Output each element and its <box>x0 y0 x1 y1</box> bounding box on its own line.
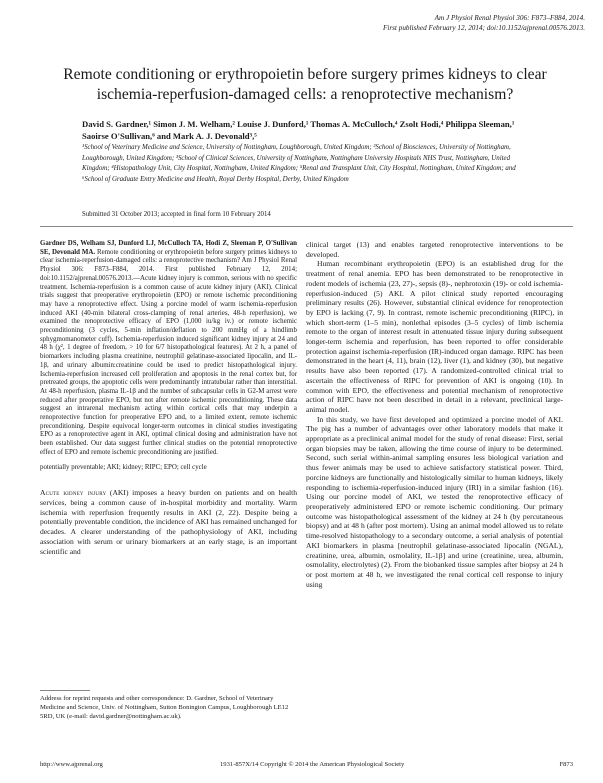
abstract-lead: Gardner DS, Welham SJ, Dunford LJ, McCulloch TA, Hodi Z, Sleeman P, O'Sullivan SE, Devonald MA. <box>40 240 297 256</box>
body-paragraph-2: Human recombinant erythropoietin (EPO) is an established drug for the treatment of renal anemia. EPO has been demonstrated to be renoprotective in rodent models of ischemia (23, 27)-, sepsis (8)-, nephrotoxin (19)- or cold ischemia-reperfusion-induced (5) AKI. A pilot clinical study reported encouraging preliminary results (26). However, substantial clinical evidence for renoprotection by EPO is lacking (7, 9). In contrast, remote ischemic preconditioning (RIPC), in which short-term (1–5 min), nonlethal episodes (3–5 cycles) of limb ischemia remote to the organ of interest result in attenuated tissue injury during subsequent longer-term ischemia and reperfusion, has been reported to offer considerable protection against ischemia-reperfusion (IR)-induced organ damage. RIPC has been demonstrated in the heart (4, 11), brain (12), liver (1), and kidney (30), but negative results have also been reported (17). A randomized-controlled clinical trial to ascertain the effectiveness of RIPC for prevention of AKI is ongoing (10). In common with EPO, the effectiveness and potential mechanism of renoprotective action of RIPC have not been described in detail in a relevant, preclinical large-animal model. <box>306 259 563 414</box>
right-column <box>306 240 563 589</box>
journal-citation: Am J Physiol Renal Physiol 306: F873–F884, 2014. <box>434 14 585 22</box>
intro-smallcaps: Acute kidney injury <box>40 488 107 498</box>
copyright: 1931-857X/14 Copyright © 2014 the American Physiological Society <box>220 761 405 768</box>
author-list: David S. Gardner,¹ Simon J. M. Welham,² Louise J. Dunford,¹ Thomas A. McCulloch,⁴ Zsolt Hodi,⁴ Philippa Sleeman,¹ Saoirse O'Sullivan,⁶ and Mark A. J. Devonald³,⁵ <box>82 119 515 141</box>
body-paragraph-3: In this study, we have first developed and optimized a porcine model of AKI. The pig has a number of advantages over other laboratory models that make it appropriate as a preclinical animal model for the study of renal disease: First, serial organ biopsies may be taken, allowing the time course of injury to be determined. Second, such serial within-animal sampling ensures less biological variation and thus fewer animals may be used to achieve satisfactory statistical power. Third, porcine kidneys are functionally and histologically similar to human kidneys, likely responding to ischemia-reperfusion-induced injury (IRI) in a similar fashion (16). Using our porcine model of AKI, we tested the renoprotective efficacy of preoperatively administered EPO or remote ischemic conditioning. Our primary outcome was histopathological assessment of the kidney at 24 h (by percutaneous biopsy) and at 48 h (after post mortem). Using an animal model allowed us to relate time-resolved histopathology to a secondary outcome, a serial analysis of potential AKI biomarkers in plasma [neutrophil gelatinase-associated lipocalin (NGAL), creatinine, urea, albumin, osmolality, IL-1β] and urine (creatinine, urea, albumin, osmolality, electrolytes) (2). From the biobanked tissue samples after biopsy at 24 h or post mortem at 48 h, we investigated the renal cortical cell response to injury using <box>306 414 563 589</box>
article-title: Remote conditioning or erythropoietin before surgery primes kidneys to clear ischemia-reperfusion-damaged cells: a renoprotective mechanism? <box>63 66 547 103</box>
submission-dates: Submitted 31 October 2013; accepted in final form 10 February 2014 <box>82 211 271 218</box>
journal-url[interactable]: http://www.ajprenal.org <box>40 761 103 768</box>
left-column <box>40 240 297 556</box>
affiliations: ¹School of Veterinary Medicine and Science, University of Nottingham, Loughborough, United Kingdom; ²School of Biosciences, University of Nottingham, Loughborough, United Kingdom; ³School of Clinical Sciences, University of Nottingham, Nottingham University Hospitals NHS Trust, Nottingham, United Kingdom; ⁴Histopathology Unit, City Hospital, Nottingham, United Kingdom; ⁵Renal and Transplant Unit, City Hospital, Nottingham, United Kingdom; and ⁶School of Graduate Entry Medicine and Health, Royal Derby Hospital, Derby, United Kingdom <box>82 144 516 183</box>
header-rule <box>40 226 573 227</box>
abstract-body: Remote conditioning or erythropoietin before surgery primes kidneys to clear ischemia-reperfusion-damaged cells: a renoprotective mechanism? Am J Physiol Renal Physiol 306: F873–F884, 2014. First published February 12, 2014; doi:10.1152/ajprenal.00576.2013.—Acute kidney injury is common, serious with no specific treatment. Ischemia-reperfusion is a common cause of acute kidney injury (AKI). Clinical trials suggest that preoperative erythropoietin (EPO) or remote ischemic preconditioning may have a renoprotective effect. Using a porcine model of warm ischemia-reperfusion induced AKI (40-min bilateral cross-clamping of renal arteries, 48-h reperfusion), we examined the renoprotective efficacy of EPO (1,000 iu/kg iv.) or remote ischemic preconditioning (3 cycles, 5-min inflation/deflation to 200 mmHg of a hindlimb sphygmomanometer cuff). Ischemia-reperfusion induced significant kidney injury at 24 and 48 h (χ², 1 degree of freedom, > 10 for 6/7 histopathological features). At 2 h, a panel of biomarkers including plasma creatinine, neutrophil gelatinase-associated lipocalin, and IL-1β, and urinary albumin:creatinine could be used to predict histopathological injury. Ischemia-reperfusion increased cell proliferation and apoptosis in the renal cortex but, for pretreated groups, the apoptotic cells were predominantly intratubular rather than interstitial. At 48-h reperfusion, plasma IL-1β and the number of subcapsular cells in G2-M arrest were reduced after preoperative EPO, but not after remote ischemic preconditioning. These data suggest an intrarenal mechanism acting within cortical cells that may underpin a renoprotective function for preoperative EPO and, to a limited extent, remote ischemic preconditioning. Despite equivocal longer-term outcomes in clinical studies investigating EPO as a renoprotective agent in AKI, optimal clinical dosing and administration have not been established. Our data suggest further clinical studies on the potential renoprotective effect of EPO and remote ischemic preconditioning are justified. <box>40 248 297 456</box>
correspondence-text: Address for reprint requests and other correspondence: D. Gardner, School of Veterinary Medicine and Science, Univ. of Nottingham, Sutton Bonington Campus, Loughborough LE12 5RD, UK (e-mail: david.gardner@nottingham.ac.uk). <box>40 695 289 720</box>
page-number: F873 <box>559 761 573 768</box>
body-paragraph-1: clinical target (13) and enables targeted renoprotective interventions to be developed. <box>306 240 563 259</box>
keywords: potentially preventable; AKI; kidney; RIPC; EPO; cell cycle <box>40 463 207 471</box>
intro-text: (AKI) imposes a heavy burden on patients and on health services, being a common cause of in-hospital morbidity and mortality. Warm ischemia with reperfusion frequently results in AKI (2, 22). Despite being a potentially preventable condition, the incidence of AKI has remained unchanged for decades. A clearer understanding of the pathophysiology of AKI, including association with serum or urinary biomarkers at an early stage, is an important scientific and <box>40 488 297 556</box>
correspondence-note <box>40 694 297 721</box>
journal-header <box>383 13 585 33</box>
intro-paragraph <box>40 488 297 556</box>
first-published: First published February 12, 2014; doi:10.1152/ajprenal.00576.2013. <box>382 24 585 32</box>
footnote-rule <box>40 690 90 691</box>
abstract <box>40 240 297 458</box>
